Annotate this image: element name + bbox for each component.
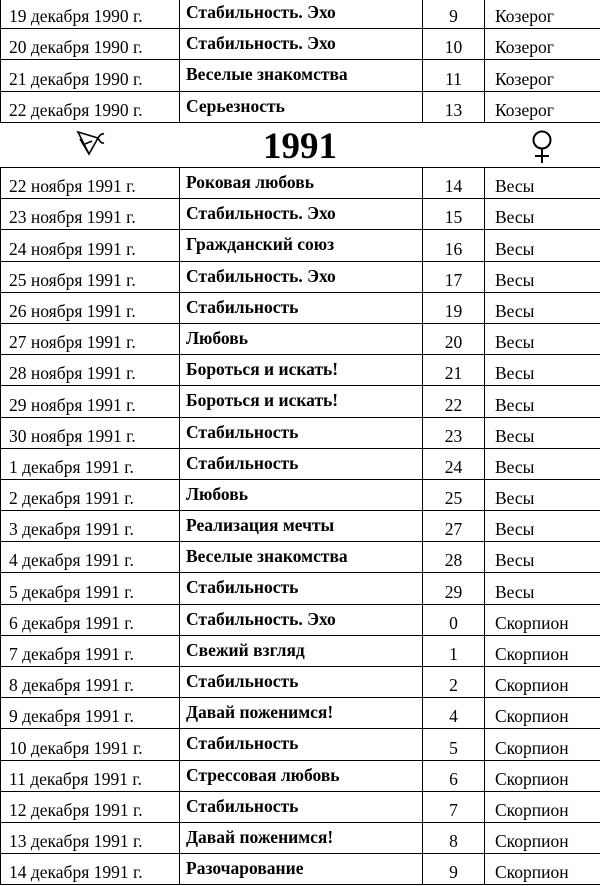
date-cell: 23 ноября 1991 г.: [1, 199, 180, 230]
number-cell: 24: [423, 448, 485, 479]
name-cell: Разочарование: [180, 854, 423, 885]
sign-cell: Козерог: [485, 0, 600, 29]
date-cell: 26 ноября 1991 г.: [1, 292, 180, 323]
table-row: [1, 323, 600, 354]
table-row: [1, 417, 600, 448]
table-row: [1, 261, 600, 292]
date-cell: 29 ноября 1991 г.: [1, 386, 180, 417]
number-cell: 4: [423, 698, 485, 729]
number-cell: 2: [423, 667, 485, 698]
number-cell: 16: [423, 230, 485, 261]
sign-cell: Козерог: [485, 29, 600, 60]
name-cell: Стабильность: [180, 729, 423, 760]
table-row: [1, 386, 600, 417]
name-cell: Роковая любовь: [180, 168, 423, 199]
name-cell: Стабильность: [180, 448, 423, 479]
date-cell: 22 декабря 1990 г.: [1, 91, 180, 122]
sign-cell: Весы: [485, 261, 600, 292]
sign-cell: Весы: [485, 199, 600, 230]
name-cell: Стабильность. Эхо: [180, 29, 423, 60]
sign-cell: Скорпион: [485, 760, 600, 791]
number-cell: 20: [423, 323, 485, 354]
name-cell: Стрессовая любовь: [180, 760, 423, 791]
sign-cell: Скорпион: [485, 854, 600, 885]
table-row: [1, 511, 600, 542]
sign-cell: Скорпион: [485, 667, 600, 698]
name-cell: Веселые знакомства: [180, 542, 423, 573]
table-row: [1, 292, 600, 323]
table-row: [1, 448, 600, 479]
number-cell: 22: [423, 386, 485, 417]
sign-cell: Скорпион: [485, 604, 600, 635]
name-cell: Реализация мечты: [180, 511, 423, 542]
name-cell: Стабильность: [180, 667, 423, 698]
number-cell: 27: [423, 511, 485, 542]
year-header: [0, 124, 600, 168]
number-cell: 15: [423, 199, 485, 230]
table-row: [1, 0, 600, 29]
table-row: [1, 854, 600, 885]
date-cell: 8 декабря 1991 г.: [1, 667, 180, 698]
table-row: [1, 822, 600, 853]
number-cell: 23: [423, 417, 485, 448]
table-row: [1, 760, 600, 791]
table-row: [1, 542, 600, 573]
date-cell: 28 ноября 1991 г.: [1, 355, 180, 386]
name-cell: Давай поженимся!: [180, 698, 423, 729]
date-cell: 25 ноября 1991 г.: [1, 261, 180, 292]
name-cell: Серьезность: [180, 91, 423, 122]
name-cell: Любовь: [180, 323, 423, 354]
date-cell: 30 ноября 1991 г.: [1, 417, 180, 448]
date-cell: 22 ноября 1991 г.: [1, 168, 180, 199]
number-cell: 29: [423, 573, 485, 604]
sign-cell: Козерог: [485, 91, 600, 122]
name-cell: Гражданский союз: [180, 230, 423, 261]
number-cell: 1: [423, 635, 485, 666]
sign-cell: Козерог: [485, 60, 600, 91]
table-row: [1, 604, 600, 635]
sign-cell: Скорпион: [485, 791, 600, 822]
table-row: [1, 479, 600, 510]
name-cell: Любовь: [180, 479, 423, 510]
table-row: [1, 729, 600, 760]
sign-cell: Весы: [485, 292, 600, 323]
date-cell: 21 декабря 1990 г.: [1, 60, 180, 91]
date-cell: 4 декабря 1991 г.: [1, 542, 180, 573]
sign-cell: Весы: [485, 417, 600, 448]
table-row: [1, 698, 600, 729]
sign-cell: Весы: [485, 386, 600, 417]
sign-cell: Скорпион: [485, 822, 600, 853]
main-table-body: [1, 168, 600, 885]
sign-cell: Весы: [485, 230, 600, 261]
date-cell: 10 декабря 1991 г.: [1, 729, 180, 760]
name-cell: Веселые знакомства: [180, 60, 423, 91]
sign-cell: Весы: [485, 511, 600, 542]
sign-cell: Весы: [485, 168, 600, 199]
number-cell: 25: [423, 479, 485, 510]
date-cell: 20 декабря 1990 г.: [1, 29, 180, 60]
date-cell: 13 декабря 1991 г.: [1, 822, 180, 853]
number-cell: 14: [423, 168, 485, 199]
year-title: 1991: [263, 126, 337, 167]
date-cell: 11 декабря 1991 г.: [1, 760, 180, 791]
name-cell: Стабильность: [180, 573, 423, 604]
date-cell: 9 декабря 1991 г.: [1, 698, 180, 729]
date-cell: 12 декабря 1991 г.: [1, 791, 180, 822]
date-cell: 3 декабря 1991 г.: [1, 511, 180, 542]
table-row: [1, 573, 600, 604]
date-cell: 19 декабря 1990 г.: [1, 0, 180, 29]
number-cell: 19: [423, 292, 485, 323]
number-cell: 8: [423, 822, 485, 853]
date-cell: 6 декабря 1991 г.: [1, 604, 180, 635]
number-cell: 28: [423, 542, 485, 573]
date-cell: 7 декабря 1991 г.: [1, 635, 180, 666]
date-cell: 2 декабря 1991 г.: [1, 479, 180, 510]
table-row: [1, 230, 600, 261]
table-row: [1, 29, 600, 60]
sign-cell: Весы: [485, 542, 600, 573]
date-cell: 1 декабря 1991 г.: [1, 448, 180, 479]
main-table: [0, 167, 600, 885]
table-row: [1, 791, 600, 822]
date-cell: 24 ноября 1991 г.: [1, 230, 180, 261]
number-cell: 11: [423, 60, 485, 91]
number-cell: 13: [423, 91, 485, 122]
sign-cell: Скорпион: [485, 729, 600, 760]
name-cell: Бороться и искать!: [180, 355, 423, 386]
table-row: [1, 199, 600, 230]
sign-cell: Весы: [485, 448, 600, 479]
date-cell: 27 ноября 1991 г.: [1, 323, 180, 354]
table-row: [1, 635, 600, 666]
number-cell: 0: [423, 604, 485, 635]
name-cell: Бороться и искать!: [180, 386, 423, 417]
name-cell: Стабильность: [180, 791, 423, 822]
venus-icon: [529, 130, 555, 169]
table-row: [1, 355, 600, 386]
name-cell: Давай поженимся!: [180, 822, 423, 853]
table-row: [1, 168, 600, 199]
name-cell: Стабильность: [180, 292, 423, 323]
date-cell: 5 декабря 1991 г.: [1, 573, 180, 604]
name-cell: Стабильность. Эхо: [180, 604, 423, 635]
sign-cell: Весы: [485, 323, 600, 354]
number-cell: 6: [423, 760, 485, 791]
number-cell: 10: [423, 29, 485, 60]
sign-cell: Весы: [485, 573, 600, 604]
name-cell: Свежий взгляд: [180, 635, 423, 666]
number-cell: 7: [423, 791, 485, 822]
number-cell: 21: [423, 355, 485, 386]
top-table: [0, 0, 600, 123]
table-row: [1, 91, 600, 122]
date-cell: 14 декабря 1991 г.: [1, 854, 180, 885]
name-cell: Стабильность. Эхо: [180, 261, 423, 292]
table-row: [1, 60, 600, 91]
table-row: [1, 667, 600, 698]
number-cell: 9: [423, 854, 485, 885]
name-cell: Стабильность. Эхо: [180, 199, 423, 230]
number-cell: 5: [423, 729, 485, 760]
sign-cell: Скорпион: [485, 698, 600, 729]
number-cell: 17: [423, 261, 485, 292]
top-table-body: [1, 0, 600, 122]
name-cell: Стабильность: [180, 417, 423, 448]
sign-cell: Скорпион: [485, 635, 600, 666]
sign-cell: Весы: [485, 355, 600, 386]
number-cell: 9: [423, 0, 485, 29]
name-cell: Стабильность. Эхо: [180, 0, 423, 29]
sign-cell: Весы: [485, 479, 600, 510]
